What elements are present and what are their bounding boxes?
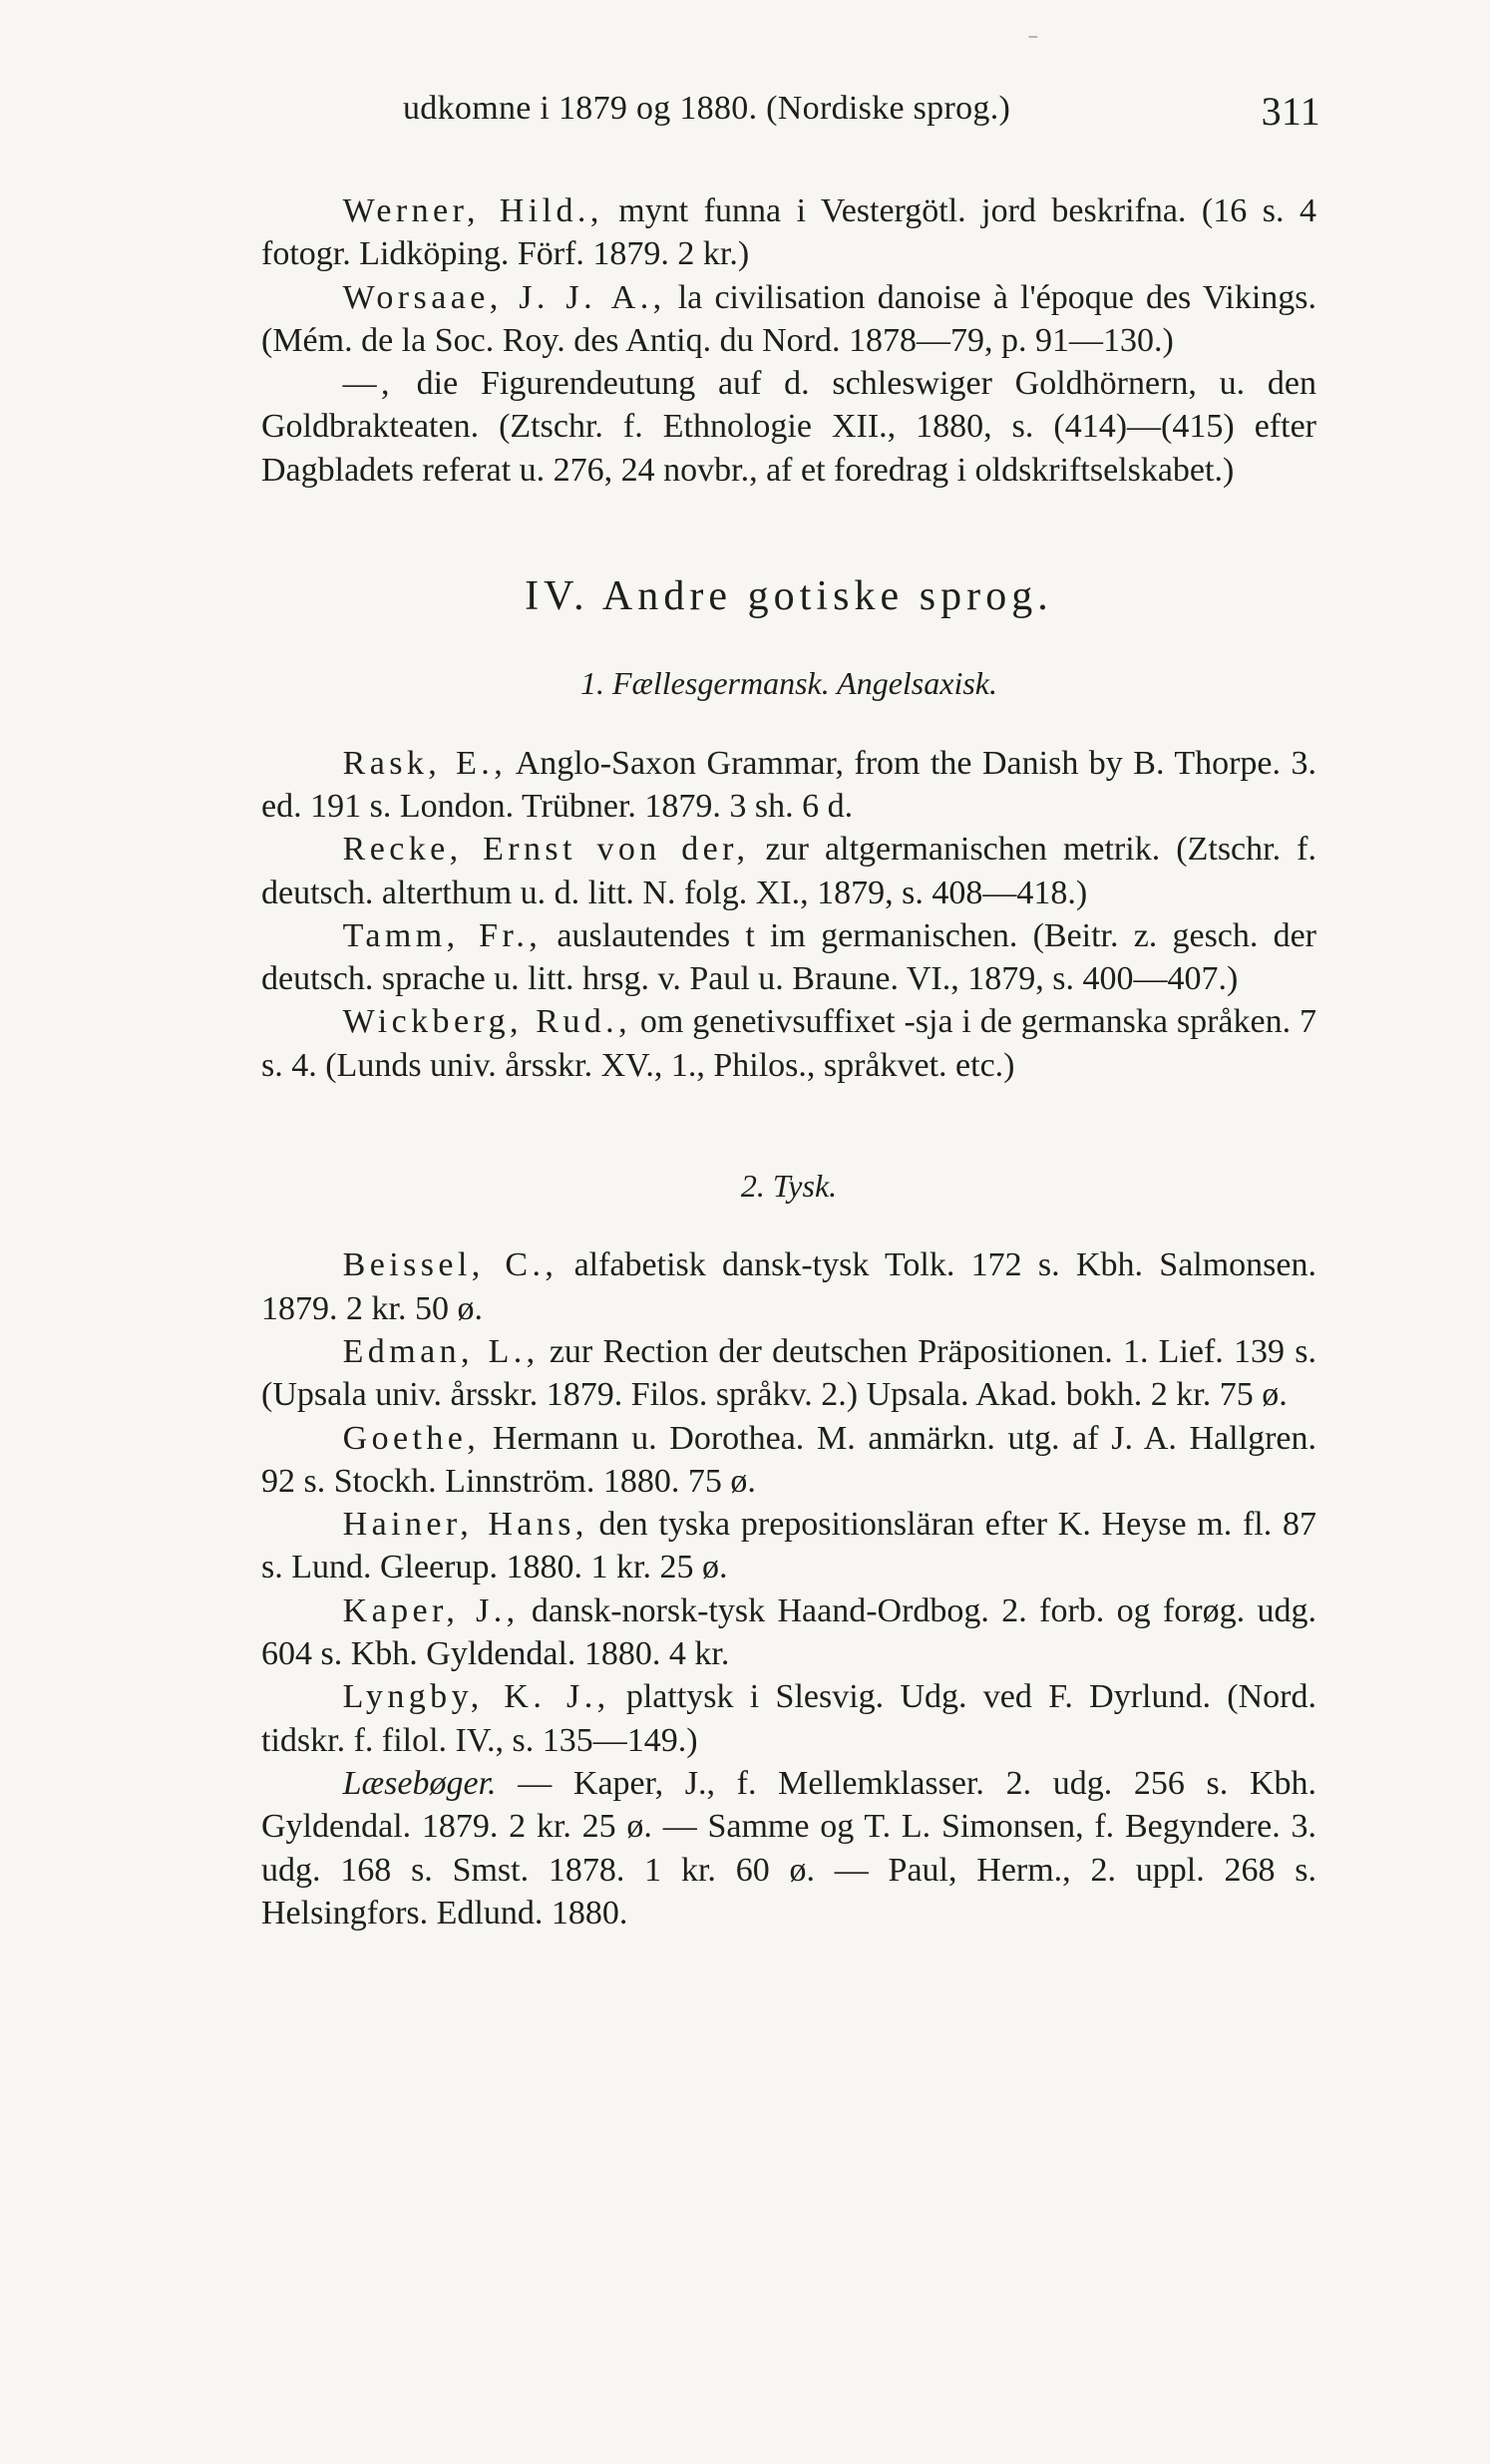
entry-author: Recke, Ernst von der, [342, 831, 750, 869]
entry-text: dansk-norsk-tysk Haand-Ordbog. 2. forb. og forøg. udg. 604 s. Kbh. Gyldendal. 1880. 4 kr. [261, 1591, 1316, 1673]
bib-entry [261, 828, 1316, 914]
bib-entry [261, 1417, 1316, 1504]
bib-entry [261, 276, 1316, 363]
subsection-entries [261, 742, 1316, 1087]
entry-author: —, [342, 365, 394, 403]
entry-text: mynt funna i Vestergötl. jord beskrifna. (16 s. 4 fotogr. Lidköping. Förf. 1879. 2 kr.) [261, 192, 1316, 273]
entry-text: Hermann u. Dorothea. M. anmärkn. utg. af J. A. Hallgren. 92 s. Stockh. Linnström. 1880. 75 ø. [261, 1419, 1316, 1500]
bib-entry [261, 189, 1316, 276]
entry-author: Kaper, J., [342, 1591, 520, 1629]
bib-entry [261, 1762, 1316, 1935]
entry-text: plattysk i Slesvig. Udg. ved F. Dyrlund. (Nord. tidskr. f. filol. IV., s. 135—149.) [261, 1678, 1316, 1759]
bib-entry [261, 362, 1316, 492]
subsection-title: 2. Tysk. [740, 1168, 838, 1205]
entry-text: die Figurendeutung auf d. schleswiger Goldhörnern, u. den Goldbrakteaten. (Ztschr. f. Ethnologie XII., 1880, s. (414)—(415) efter Dagbladets referat u. 276, 24 novbr., af et foredrag i oldskriftselskabet.) [261, 365, 1316, 489]
printer-mark: ⁻ [1027, 28, 1039, 53]
entry-author: Rask, E., [342, 744, 508, 782]
entry-text: den tyska prepositionsläran efter K. Heyse m. fl. 87 s. Lund. Gleerup. 1880. 1 kr. 25 ø. [261, 1506, 1316, 1586]
entry-text: zur altgermanischen metrik. (Ztschr. f. deutsch. alterthum u. d. litt. N. folg. XI., 1879, s. 408—418.) [261, 831, 1317, 911]
page-body [261, 189, 1316, 1935]
running-title: udkomne i 1879 og 1880. (Nordiske sprog.) [403, 90, 1011, 127]
entry-author: Lyngby, K. J., [342, 1678, 610, 1716]
entry-author: Werner, Hild., [342, 192, 603, 229]
entry-author: Goethe, [342, 1419, 481, 1457]
entry-text: auslautendes t im germanischen. (Beitr. z. gesch. der deutsch. sprache u. litt. hrsg. v. Paul u. Braune. VI., 1879, s. 400—407.) [261, 916, 1317, 998]
entry-author: Worsaae, J. J. A., [342, 278, 666, 316]
entry-lead: Læsebøger. [342, 1764, 497, 1802]
subsection-entries [261, 1243, 1316, 1935]
bib-entry [261, 914, 1316, 1001]
intro-entries [261, 189, 1316, 492]
entry-text: Anglo-Saxon Grammar, from the Danish by B. Thorpe. 3. ed. 191 s. London. Trübner. 1879. 3 sh. 6 d. [261, 744, 1316, 825]
subsection-title: 1. Fællesgermansk. Angelsaxisk. [579, 665, 997, 702]
bib-entry [261, 1589, 1316, 1676]
entry-author: Wickberg, Rud., [342, 1003, 632, 1041]
entry-author: Hainer, Hans, [342, 1506, 588, 1544]
entry-author: Beissel, C., [342, 1246, 559, 1284]
bib-entry [261, 1675, 1316, 1762]
section-title: IV. Andre gotiske sprog. [525, 573, 1053, 620]
bib-entry [261, 1000, 1316, 1087]
bib-entry [261, 1503, 1316, 1589]
entry-text: — Kaper, J., f. Mellemklasser. 2. udg. 256 s. Kbh. Gyldendal. 1879. 2 kr. 25 ø. — Samme og T. L. Simonsen, f. Begyndere. 3. udg. 168 s. Smst. 1878. 1 kr. 60 ø. — Paul, Herm., 2. uppl. 268 s. Helsingfors. Edlund. 1880. [261, 1764, 1316, 1932]
page-number: 311 [1261, 89, 1320, 134]
entry-text: alfabetisk dansk-tysk Tolk. 172 s. Kbh. Salmonsen. 1879. 2 kr. 50 ø. [261, 1246, 1316, 1327]
entry-text: zur Rection der deutschen Präpositionen. 1. Lief. 139 s. (Upsala univ. årsskr. 1879. Filos. språkv. 2.) Upsala. Akad. bokh. 2 kr. 75 ø. [261, 1332, 1316, 1414]
bib-entry [261, 742, 1316, 829]
bib-entry [261, 1330, 1316, 1417]
entry-text: la civilisation danoise à l'époque des Vikings. (Mém. de la Soc. Roy. des Antiq. du Nord. 1878—79, p. 91—130.) [261, 278, 1316, 359]
entry-author: Tamm, Fr., [342, 916, 543, 954]
bib-entry [261, 1243, 1316, 1330]
entry-author: Edman, L., [342, 1332, 540, 1370]
entry-text: om genetivsuffixet -sja i de germanska språken. 7 s. 4. (Lunds univ. årsskr. XV., 1., Philos., språkvet. etc.) [261, 1003, 1317, 1084]
